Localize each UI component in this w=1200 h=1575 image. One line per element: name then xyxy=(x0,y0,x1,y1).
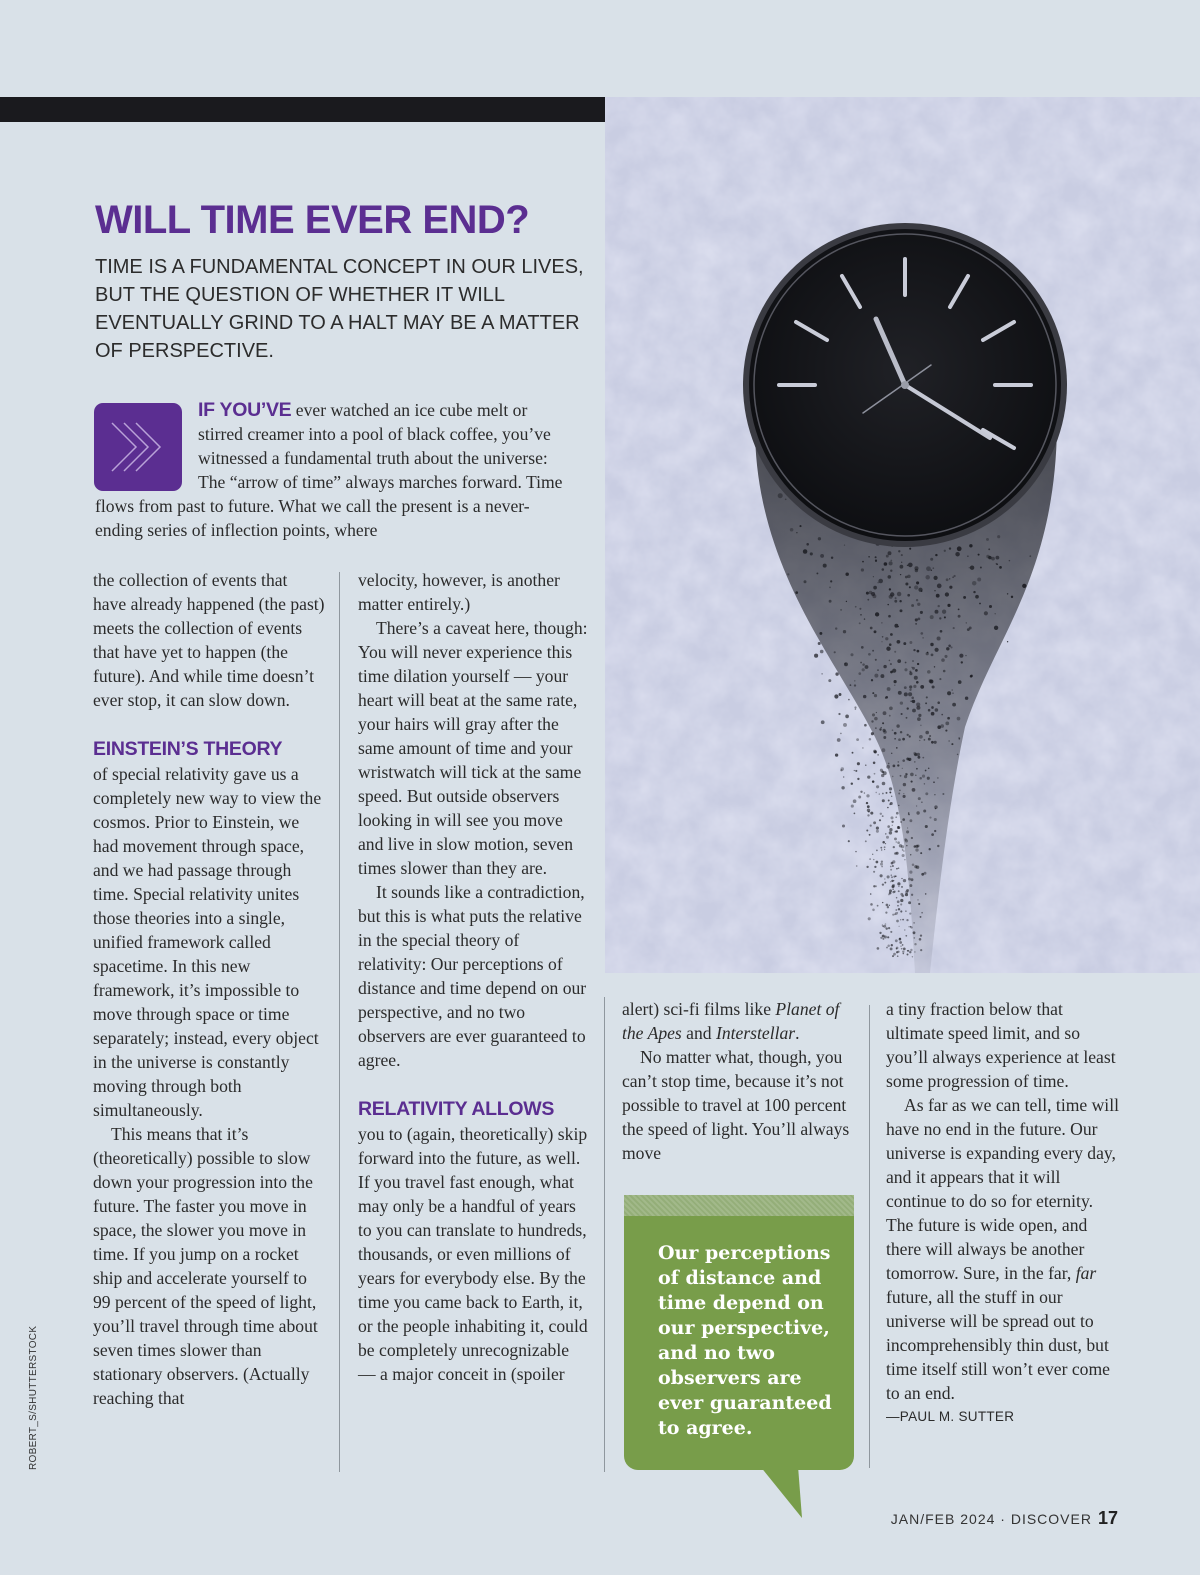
pull-quote-box xyxy=(624,1195,854,1470)
intro-lead: IF YOU’VE xyxy=(198,399,292,421)
article-title: WILL TIME EVER END? xyxy=(95,198,530,242)
header-bar xyxy=(0,97,605,122)
col3-text: and xyxy=(681,1023,716,1043)
film-title: Planet of the Apes xyxy=(622,999,840,1043)
col2-paragraph-3: It sounds like a contradiction, but this is what puts the relative in the special theory of relativity: Our perceptions of distance and time depend on our perspective, and no two observers are ever guaranteed to agree. xyxy=(358,882,587,1070)
column-divider xyxy=(869,1005,870,1468)
column-2 xyxy=(358,568,591,1386)
emphasis-far: far xyxy=(1075,1263,1097,1283)
intro-text: ever watched an ice cube melt or stirred creamer into a pool of black coffee, you’ve witnessed a fundamental truth about the universe: The “arrow of time” always marches forward. Time flows from past to future. What we call the present is a never-ending series of inflection points, where xyxy=(95,400,563,540)
author-byline: —PAUL M. SUTTER xyxy=(886,1409,1015,1424)
col1-paragraph-3: This means that it’s (theoretically) possible to slow down your progression into the future. The faster you move in space, the slower you move in time. If you jump on a rocket ship and accelerate yourself to 99 percent of the speed of light, you’ll travel through time about seven times slower than stationary observers. (Actually reaching that xyxy=(93,1124,318,1408)
subhead-relativity-allows: RELATIVITY ALLOWS xyxy=(358,1098,555,1120)
column-divider xyxy=(604,997,605,1472)
column-divider xyxy=(339,572,340,1472)
subhead-einsteins-theory: EINSTEIN’S THEORY xyxy=(93,738,283,760)
col3-paragraph-2: No matter what, though, you can’t stop time, because it’s not possible to travel at 100 percent the speed of light. You’ll always move xyxy=(622,1047,850,1163)
dissolving-clock-photo xyxy=(605,97,1200,973)
pull-quote-text: Our perceptions of distance and time depend on our perspective, and no two observers are ever guaranteed to agree. xyxy=(658,1242,832,1439)
col1-paragraph-2: of special relativity gave us a completely new way to view the cosmos. Prior to Einstein, we had movement through space, and we had passage through time. Special relativity unites those theories into a single, unified framework called spacetime. In this new framework, it’s impossible to move through space or time separately; instead, every object in the universe is constantly moving through both simultaneously. xyxy=(93,764,322,1120)
issue-label: JAN/FEB 2024 · DISCOVER xyxy=(890,1511,1092,1527)
col2-paragraph-4: you to (again, theoretically) skip forward into the future, as well. If you travel fast enough, what may only be a handful of years to you can translate to hundreds, thousands, or even millions of years for everybody else. By the time you came back to Earth, it, or the people inhabiting it, could be completely unrecognizable — a major conceit in (spoiler xyxy=(358,1124,588,1384)
col3-text: alert) sci-fi films like xyxy=(622,999,776,1019)
col2-paragraph-2: There’s a caveat here, though: You will never experience this time dilation yourself — your heart will beat at the same rate, your hairs will gray after the same amount of time and your wristwatch will tick at the same speed. But outside observers looking in will see you move and live in slow motion, seven times slower than they are. xyxy=(358,618,588,878)
speech-tail-icon xyxy=(760,1466,804,1520)
col4-paragraph-1: a tiny fraction below that ultimate speed limit, and so you’ll always experience at least some progression of time. xyxy=(886,999,1116,1091)
photo-credit: ROBERT_S/SHUTTERSTOCK xyxy=(28,1325,39,1470)
col2-paragraph-1: velocity, however, is another matter entirely.) xyxy=(358,570,560,614)
col4-paragraph-2 xyxy=(886,1093,1121,1405)
column-3 xyxy=(622,997,852,1165)
column-4 xyxy=(886,997,1121,1429)
col3-text: . xyxy=(795,1023,800,1043)
page-number: 17 xyxy=(1097,1508,1118,1528)
article-deck: TIME IS A FUNDAMENTAL CONCEPT IN OUR LIVES, BUT THE QUESTION OF WHETHER IT WILL EVENTUALLY GRIND TO A HALT MAY BE A MATTER OF PERSPECTIVE. xyxy=(95,256,584,362)
col4-text: As far as we can tell, time will have no end in the future. Our universe is expanding every day, and it appears that it will continue to do so for eternity. The future is wide open, and there will always be another tomorrow. Sure, in the far, xyxy=(886,1095,1119,1283)
page-folio xyxy=(891,1508,1118,1529)
intro-paragraph xyxy=(95,398,575,542)
col1-paragraph-1: the collection of events that have already happened (the past) meets the collection of events that have yet to happen (the future). And while time doesn’t ever stop, it can slow down. xyxy=(93,570,325,710)
col3-paragraph-1 xyxy=(622,997,852,1045)
pull-quote-stripe xyxy=(624,1195,854,1216)
clock-illustration xyxy=(605,97,1200,973)
column-1 xyxy=(93,568,325,1410)
col4-text: future, all the stuff in our universe will be spread out to incomprehensibly thin dust, but time itself still won’t ever come to an end. xyxy=(886,1287,1110,1403)
film-title: Interstellar xyxy=(715,1023,796,1043)
